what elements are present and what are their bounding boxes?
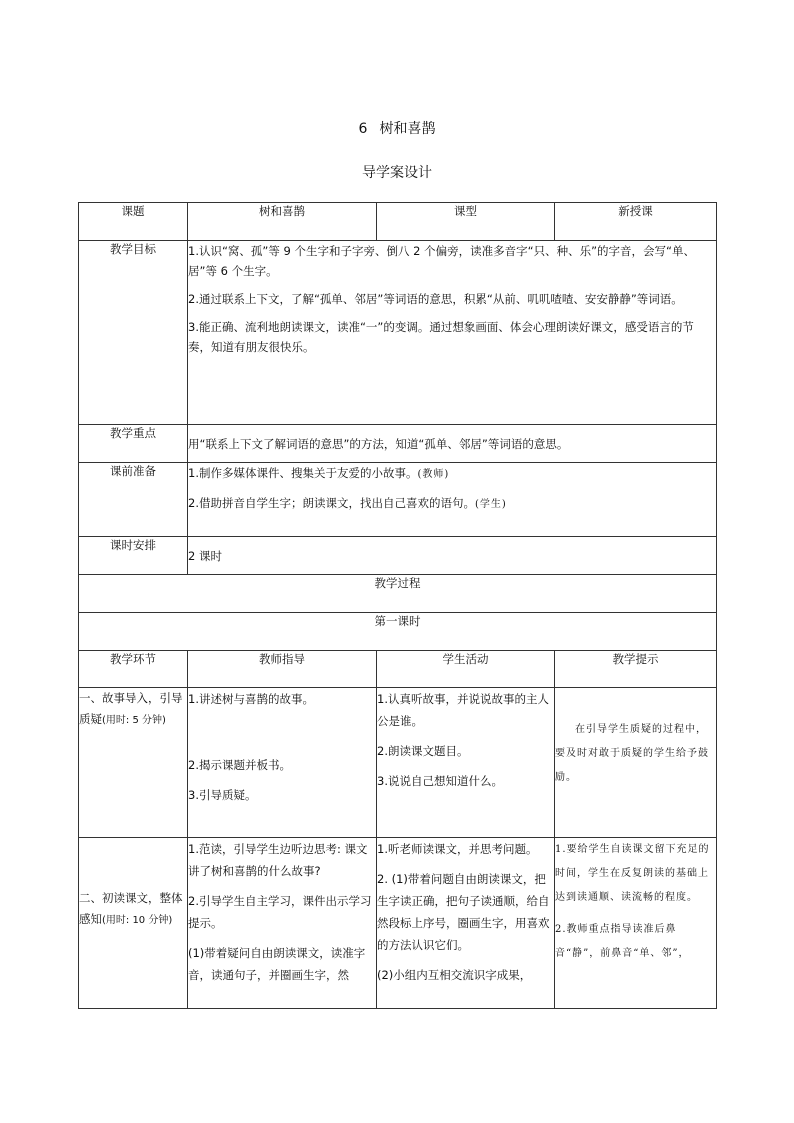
- student-step-1-2: 2.朗读课文题目。: [377, 744, 469, 758]
- lesson-number: 6: [358, 121, 368, 137]
- stage-2-title: 二、初读课文，整体感知: [79, 891, 183, 926]
- prep-item-2: 2.借助拼音自学生字；朗读课文，找出自己喜欢的语句。(学生): [188, 496, 507, 510]
- prep-content: [188, 463, 717, 537]
- objectives-content: [188, 241, 717, 425]
- period-title-row: [79, 613, 717, 651]
- stage-2-time: (用时: 10 分钟): [102, 915, 173, 926]
- stage-1-time: (用时: 5 分钟): [102, 715, 166, 726]
- period-title: 第一课时: [79, 613, 717, 651]
- student-step-1-3: 3.说说自己想知道什么。: [377, 774, 503, 788]
- process-title: 教学过程: [79, 575, 717, 613]
- prep-item-1: 1.制作多媒体课件、搜集关于友爱的小故事。(教师): [188, 466, 450, 480]
- document-subtitle: 导学案设计: [362, 165, 432, 181]
- stage-1: [79, 688, 188, 838]
- stage-2: [79, 838, 188, 1009]
- prep-label: 课前准备: [79, 463, 188, 537]
- objectives-label: 教学目标: [79, 241, 188, 425]
- student-activity-2: [377, 838, 555, 1009]
- stage-1-title: 一、故事导入，引导质疑: [79, 691, 183, 726]
- process-row-1: [79, 688, 717, 838]
- teacher-step-2-1: 1.范读，引导学生边听边思考: 课文讲了树和喜鹊的什么故事?: [188, 842, 368, 878]
- process-row-2: [79, 838, 717, 1009]
- process-header-row: [79, 651, 717, 688]
- process-title-row: [79, 575, 717, 613]
- student-step-2-2: 2. (1)带着问题自由朗读课文，把生字读正确，把句子读通顺，给自然段标上序号，圈画生字，用喜欢的方法认识它们。: [377, 872, 550, 952]
- schedule-row: [79, 537, 717, 575]
- student-step-1-1: 1.认真听故事，并说说故事的主人公是谁。: [377, 692, 549, 728]
- prep-item-1-note: (教师): [417, 469, 450, 480]
- topic-row: [79, 203, 717, 241]
- teacher-step-1-2: 2.揭示课题并板书。: [188, 758, 291, 772]
- key-label: 教学重点: [79, 425, 188, 463]
- schedule-label: 课时安排: [79, 537, 188, 575]
- topic-value: 树和喜鹊: [188, 203, 377, 241]
- objective-1: 1.认识“窝、孤”等 9 个生字和子字旁、倒八 2 个偏旁，读准多音字“只、种、乐”的字音，会写“单、居”等 6 个生字。: [188, 244, 696, 278]
- teacher-step-1-1: 1.讲述树与喜鹊的故事。: [188, 692, 314, 706]
- prep-item-2-note: (学生): [474, 499, 507, 510]
- objective-3: 3.能正确、流利地朗读课文，读准“一”的变调。通过想象画面、体会心理朗读好课文，感受语言的节奏，知道有朋友很快乐。: [188, 320, 694, 354]
- lesson-plan-table: [78, 202, 717, 1009]
- column-header-teacher: 教师指导: [188, 651, 377, 688]
- column-header-hints: 教学提示: [555, 651, 717, 688]
- lesson-title: [0, 120, 794, 138]
- objective-2: 2.通过联系上下文，了解“孤单、邻居”等词语的意思，积累“从前、叽叽喳喳、安安静静”等词语。: [188, 292, 683, 306]
- hint-1-1: 在引导学生质疑的过程中，要及时对敢于质疑的学生给予鼓励。: [555, 724, 709, 783]
- type-value: 新授课: [555, 203, 717, 241]
- teacher-step-2-3: (1)带着疑问自由朗读课文，读准字音，读通句子，并圈画生字，然: [188, 946, 366, 982]
- hint-2-1: 1.要给学生自读课文留下充足的时间，学生在反复朗读的基础上达到读通顺、读流畅的程度。: [555, 844, 710, 903]
- topic-label: 课题: [79, 203, 188, 241]
- student-step-2-3: (2)小组内互相交流识字成果，: [377, 968, 532, 982]
- prep-row: [79, 463, 717, 537]
- column-header-stage: 教学环节: [79, 651, 188, 688]
- teacher-guidance-1: [188, 688, 377, 838]
- column-header-student: 学生活动: [377, 651, 555, 688]
- student-step-2-1: 1.听老师读课文，并思考问题。: [377, 842, 538, 856]
- key-row: [79, 425, 717, 463]
- student-activity-1: [377, 688, 555, 838]
- teacher-step-1-3: 3.引导质疑。: [188, 788, 257, 802]
- teaching-hint-2: [555, 838, 717, 1009]
- lesson-title-text: 树和喜鹊: [379, 121, 436, 137]
- key-text: 用“联系上下文了解词语的意思”的方法，知道“孤单、邻居”等词语的意思。: [188, 425, 717, 463]
- teacher-guidance-2: [188, 838, 377, 1009]
- hint-2-2: 2.教师重点指导读准后鼻音“静”，前鼻音“单、邻”，: [555, 924, 690, 959]
- teaching-hint-1: [555, 688, 717, 838]
- teacher-step-2-2: 2.引导学生自主学习，课件出示学习提示。: [188, 894, 372, 930]
- objectives-row: [79, 241, 717, 425]
- schedule-value: 2 课时: [188, 537, 717, 575]
- type-label: 课型: [377, 203, 555, 241]
